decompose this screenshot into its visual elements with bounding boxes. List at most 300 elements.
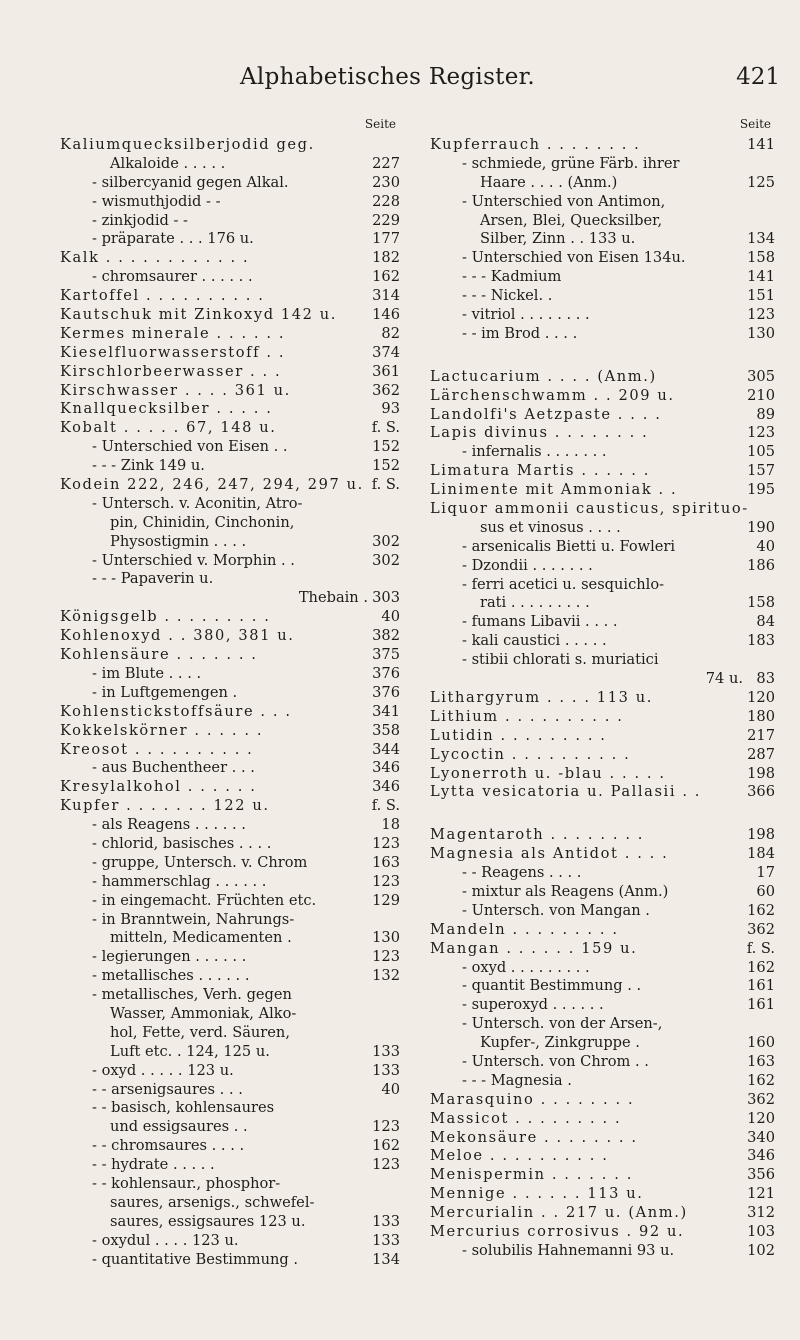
- entry-text: - kali caustici . . . . .: [462, 632, 607, 650]
- entry-text: Lutidin . . . . . . . . .: [430, 726, 607, 744]
- entry-page: 129: [372, 891, 400, 909]
- index-entry: [60, 722, 400, 741]
- entry-text: - Untersch. v. Aconitin, Atro-: [92, 494, 303, 512]
- entry-text: - infernalis . . . . . . .: [462, 443, 607, 461]
- entry-text: Kresylalkohol . . . . . .: [60, 778, 257, 796]
- entry-page: 163: [747, 1052, 775, 1070]
- entry-text: rati . . . . . . . . .: [480, 594, 590, 612]
- index-entry: [430, 1129, 775, 1148]
- index-entry: [430, 1053, 775, 1072]
- entry-page: 376: [372, 683, 400, 701]
- index-entry: [430, 783, 775, 802]
- index-entry: [430, 594, 775, 613]
- entry-page: 229: [372, 211, 400, 229]
- entry-text: Magnesia als Antidot . . . .: [430, 845, 669, 863]
- index-entry: [60, 646, 400, 665]
- index-entry: [60, 684, 400, 703]
- entry-page: 123: [747, 306, 775, 324]
- entry-page: 84: [756, 613, 775, 631]
- entry-text: Alkaloide . . . . .: [110, 154, 226, 172]
- index-entry: [60, 929, 400, 948]
- index-entry: [430, 1204, 775, 1223]
- entry-text: Linimente mit Ammoniak . .: [430, 481, 678, 499]
- entry-page: 105: [747, 443, 775, 461]
- entry-page: 161: [747, 977, 775, 995]
- index-entry: [430, 1185, 775, 1204]
- entry-text: Wasser, Ammoniak, Alko-: [110, 1004, 297, 1022]
- entry-page: 314: [372, 287, 400, 305]
- entry-page: f. S.: [371, 797, 400, 815]
- index-entry: [60, 1137, 400, 1156]
- entry-page: 358: [372, 721, 400, 739]
- index-entry: [60, 155, 400, 174]
- entry-text: - - kohlensaur., phosphor-: [92, 1174, 281, 1192]
- index-entry: [430, 765, 775, 784]
- entry-text: Lyonerroth u. -blau . . . . .: [430, 764, 666, 782]
- index-entry: [60, 1194, 400, 1213]
- index-entry: [430, 1072, 775, 1091]
- entry-text: Lactucarium . . . . (Anm.): [430, 367, 657, 385]
- index-entry: [430, 368, 775, 387]
- entry-text: - oxyd . . . . . . . . .: [462, 958, 590, 976]
- index-entry: [430, 1034, 775, 1053]
- index-entry: [430, 481, 775, 500]
- index-entry: [60, 570, 400, 589]
- index-entry: [60, 1175, 400, 1194]
- index-entry: [60, 325, 400, 344]
- entry-text: - Unterschied von Antimon,: [462, 192, 666, 210]
- index-entry: [60, 174, 400, 193]
- entry-page: 160: [747, 1034, 775, 1052]
- index-entry: [60, 193, 400, 212]
- index-entry: [430, 406, 775, 425]
- index-entry: [430, 387, 775, 406]
- entry-text: Königsgelb . . . . . . . . .: [60, 608, 271, 626]
- index-entry: [430, 845, 775, 864]
- entry-text: - - - Nickel. .: [462, 287, 553, 305]
- index-entry: [60, 986, 400, 1005]
- entry-page: 152: [372, 457, 400, 475]
- entry-text: - präparate . . . 176 u.: [92, 230, 254, 248]
- entry-text: - in Branntwein, Nahrungs-: [92, 910, 295, 928]
- entry-text: - wismuthjodid - -: [92, 192, 221, 210]
- entry-page: 123: [747, 424, 775, 442]
- index-entry: [430, 174, 775, 193]
- entry-text: Kobalt . . . . . 67, 148 u.: [60, 419, 277, 437]
- entry-text: Meloe . . . . . . . . . .: [430, 1147, 609, 1165]
- entry-page: 198: [747, 826, 775, 844]
- entry-page: 162: [372, 1137, 400, 1155]
- index-entry: [430, 500, 775, 519]
- entry-page: 134: [747, 230, 775, 248]
- index-entry: [430, 268, 775, 287]
- index-entry: [430, 959, 775, 978]
- index-entry: [60, 873, 400, 892]
- index-entry: [60, 816, 400, 835]
- index-entry: [60, 854, 400, 873]
- entry-text: - - basisch, kohlensaures: [92, 1099, 275, 1117]
- index-entry: [60, 476, 400, 495]
- index-entry: [60, 382, 400, 401]
- entry-text: sus et vinosus . . . .: [480, 518, 621, 536]
- index-entry: [60, 1005, 400, 1024]
- entry-page: 141: [747, 136, 775, 153]
- index-entry: [430, 424, 775, 443]
- entry-page: 123: [372, 872, 400, 890]
- entry-text: saures, essigsaures 123 u.: [110, 1212, 306, 1230]
- index-entry: [60, 230, 400, 249]
- entry-page: 210: [747, 386, 775, 404]
- entry-page: 346: [372, 778, 400, 796]
- page-number: 421: [736, 64, 780, 90]
- entry-text: Kalk . . . . . . . . . . . .: [60, 249, 250, 267]
- entry-text: - solubilis Hahnemanni 93 u.: [462, 1241, 675, 1259]
- entry-text: - oxydul . . . . 123 u.: [92, 1231, 239, 1249]
- index-entry: [430, 519, 775, 538]
- entry-text: - in Luftgemengen .: [92, 683, 238, 701]
- entry-text: - als Reagens . . . . . .: [92, 816, 246, 834]
- entry-text: - silbercyanid gegen Alkal.: [92, 173, 289, 191]
- entry-page: 141: [747, 268, 775, 286]
- entry-text: - metallisches, Verh. gegen: [92, 986, 292, 1004]
- index-entry: [430, 977, 775, 996]
- entry-page: 362: [747, 920, 775, 938]
- entry-page: f. S.: [371, 476, 400, 494]
- entry-page: 158: [747, 249, 775, 267]
- entry-page: 344: [372, 740, 400, 758]
- entry-page: 133: [372, 1231, 400, 1249]
- entry-page: 157: [747, 462, 775, 480]
- index-entry: [60, 1156, 400, 1175]
- entry-text: und essigsaures . .: [110, 1118, 248, 1136]
- entry-text: - im Blute . . . .: [92, 664, 202, 682]
- entry-page: 133: [372, 1061, 400, 1079]
- entry-page: 89: [756, 405, 775, 423]
- index-entry: [60, 627, 400, 646]
- entry-page: 356: [747, 1166, 775, 1184]
- entry-page: 180: [747, 707, 775, 725]
- entry-text: - - hydrate . . . . .: [92, 1156, 215, 1174]
- index-entry: [430, 613, 775, 632]
- index-entry: [60, 363, 400, 382]
- entry-page: 346: [747, 1147, 775, 1165]
- entry-text: - gruppe, Untersch. v. Chrom: [92, 853, 308, 871]
- entry-text: Luft etc. . 124, 125 u.: [110, 1042, 270, 1060]
- entry-text: Kaliumquecksilberjodid geg.: [60, 136, 315, 153]
- index-entry: [60, 967, 400, 986]
- entry-text: Lithium . . . . . . . . . .: [430, 707, 624, 725]
- entry-page: 184: [747, 845, 775, 863]
- index-entry: [60, 1118, 400, 1137]
- page-header: [90, 64, 780, 98]
- entry-text: - quantit Bestimmung . .: [462, 977, 642, 995]
- index-entry: [60, 892, 400, 911]
- entry-text: Mangan . . . . . . 159 u.: [430, 939, 638, 957]
- entry-page: 162: [747, 958, 775, 976]
- entry-text: - - - Kadmium: [462, 268, 562, 286]
- entry-page: 120: [747, 688, 775, 706]
- entry-text: Kupferrauch . . . . . . . .: [430, 136, 641, 153]
- entry-text: - quantitative Bestimmung .: [92, 1250, 299, 1268]
- entry-text: Menispermin . . . . . . .: [430, 1166, 633, 1184]
- entry-text: - - - Zink 149 u.: [92, 457, 205, 475]
- entry-text: Kupfer-, Zinkgruppe .: [480, 1034, 640, 1052]
- entry-page: 163: [372, 853, 400, 871]
- entry-page: 162: [747, 901, 775, 919]
- entry-page: 134: [372, 1250, 400, 1268]
- index-entry: [60, 759, 400, 778]
- entry-page: 103: [747, 1222, 775, 1240]
- entry-text: Arsen, Blei, Quecksilber,: [480, 211, 663, 229]
- entry-page: f. S.: [746, 939, 775, 957]
- entry-page: 375: [372, 646, 400, 664]
- entry-text: Lithargyrum . . . . 113 u.: [430, 688, 653, 706]
- seite-label: Seite: [364, 117, 396, 131]
- index-entry: [60, 419, 400, 438]
- entry-text: Mekonsäure . . . . . . . .: [430, 1128, 638, 1146]
- entry-page: 376: [372, 664, 400, 682]
- entry-page: 123: [372, 1156, 400, 1174]
- entry-page: f. S.: [371, 419, 400, 437]
- entry-text: pin, Chinidin, Cinchonin,: [110, 513, 295, 531]
- index-entry: [430, 632, 775, 651]
- entry-text: Mennige . . . . . . 113 u.: [430, 1185, 644, 1203]
- index-entry: [60, 457, 400, 476]
- index-column-left: [60, 118, 400, 1269]
- entry-text: - Untersch. von Chrom . .: [462, 1052, 649, 1070]
- entry-text: - ferri acetici u. sesquichlo-: [462, 575, 665, 593]
- entry-text: - hammerschlag . . . . . .: [92, 872, 267, 890]
- index-entry: [60, 136, 400, 155]
- running-title: Alphabetisches Register.: [240, 64, 536, 90]
- entry-page: 162: [372, 268, 400, 286]
- index-entry: [430, 996, 775, 1015]
- entry-page: 230: [372, 173, 400, 191]
- entry-text: Thebain .: [298, 589, 368, 607]
- index-entry: [60, 306, 400, 325]
- index-entry: [60, 249, 400, 268]
- index-entry: [60, 1232, 400, 1251]
- entry-page: 374: [372, 343, 400, 361]
- entry-text: - - - Magnesia .: [462, 1071, 572, 1089]
- index-entry: [430, 921, 775, 940]
- entry-page: 182: [372, 249, 400, 267]
- entry-page: 177: [372, 230, 400, 248]
- entry-text: Lapis divinus . . . . . . . .: [430, 424, 649, 442]
- entry-text: - Dzondii . . . . . . .: [462, 556, 593, 574]
- index-entry: [60, 608, 400, 627]
- index-entry: [60, 1062, 400, 1081]
- entry-page: 40: [381, 608, 400, 626]
- entry-text: Lycoctin . . . . . . . . . .: [430, 745, 631, 763]
- entry-page: 60: [756, 882, 775, 900]
- entry-text: Kartoffel . . . . . . . . . .: [60, 287, 265, 305]
- entry-text: Mercurius corrosivus . 92 u.: [430, 1222, 685, 1240]
- index-entry: [60, 665, 400, 684]
- entry-text: - - Reagens . . . .: [462, 864, 582, 882]
- index-entry: [430, 1015, 775, 1034]
- entry-page: 151: [747, 287, 775, 305]
- index-entry: [430, 462, 775, 481]
- index-entry: [430, 727, 775, 746]
- entry-page: 123: [372, 834, 400, 852]
- entry-text: Kodein 222, 246, 247, 294, 297 u.: [60, 476, 364, 494]
- entry-text: - Untersch. von Mangan .: [462, 901, 650, 919]
- index-entry: [60, 514, 400, 533]
- index-entry: [60, 797, 400, 816]
- entry-text: - - chromsaures . . . .: [92, 1137, 245, 1155]
- index-entry: [430, 443, 775, 462]
- entry-text: Kohlenstickstoffsäure . . .: [60, 702, 292, 720]
- index-entry: [430, 883, 775, 902]
- entry-text: Massicot . . . . . . . . .: [430, 1109, 622, 1127]
- entry-page: 121: [747, 1185, 775, 1203]
- index-entry: [60, 400, 400, 419]
- entry-text: - metallisches . . . . . .: [92, 967, 250, 985]
- entry-text: - - - Papaverin u.: [92, 570, 214, 588]
- entry-page: 186: [747, 556, 775, 574]
- index-entry: [430, 826, 775, 845]
- index-entry: [430, 136, 775, 155]
- index-entry: [60, 552, 400, 571]
- entry-page: 120: [747, 1109, 775, 1127]
- entry-page: 130: [747, 324, 775, 342]
- entry-text: Mercurialin . . 217 u. (Anm.): [430, 1204, 688, 1222]
- index-entry: [430, 708, 775, 727]
- index-entry: [430, 557, 775, 576]
- entry-page: 195: [747, 481, 775, 499]
- entry-text: Limatura Martis . . . . . .: [430, 462, 650, 480]
- entry-page: 146: [372, 306, 400, 324]
- entry-page: 40: [756, 537, 775, 555]
- index-entry: [430, 651, 775, 670]
- entry-text: Silber, Zinn . . 133 u.: [480, 230, 636, 248]
- entry-page: 132: [372, 967, 400, 985]
- index-entry: [60, 948, 400, 967]
- entry-text: Kohlensäure . . . . . . .: [60, 646, 258, 664]
- entry-text: - aus Buchentheer . . .: [92, 759, 255, 777]
- entry-text: Kautschuk mit Zinkoxyd 142 u.: [60, 306, 338, 324]
- index-entry: [60, 1213, 400, 1232]
- entry-text: Magentaroth . . . . . . . .: [430, 826, 645, 844]
- index-entry: [430, 902, 775, 921]
- index-entry: [430, 230, 775, 249]
- entry-text: Mandeln . . . . . . . . .: [430, 920, 619, 938]
- entry-text: mitteln, Medicamenten .: [110, 929, 292, 947]
- entry-text: Liquor ammonii causticus, spirituo-: [430, 500, 749, 518]
- entry-text: 74 u.: [705, 670, 743, 688]
- entry-page: 382: [372, 627, 400, 645]
- entry-text: - arsenicalis Bietti u. Fowleri: [462, 537, 676, 555]
- entry-text: hol, Fette, verd. Säuren,: [110, 1023, 290, 1041]
- entry-page: 133: [372, 1042, 400, 1060]
- entry-page: 123: [372, 1118, 400, 1136]
- index-entry: [60, 911, 400, 930]
- entry-text: Kirschwasser . . . . 361 u.: [60, 381, 291, 399]
- entry-page: 217: [747, 726, 775, 744]
- entry-text: Kreosot . . . . . . . . . .: [60, 740, 254, 758]
- entry-text: Lytta vesicatoria u. Pallasii . .: [430, 783, 702, 801]
- entry-text: - Unterschied von Eisen . .: [92, 438, 288, 456]
- index-entry: [430, 940, 775, 959]
- entry-text: Landolfi's Aetzpaste . . . .: [430, 405, 662, 423]
- entry-text: Knallquecksilber . . . . .: [60, 400, 273, 418]
- entry-text: Marasquino . . . . . . . .: [430, 1090, 635, 1108]
- index-entry: [60, 533, 400, 552]
- entry-text: - legierungen . . . . . .: [92, 948, 247, 966]
- index-entry: [60, 344, 400, 363]
- entry-text: - Unterschied v. Morphin . .: [92, 551, 295, 569]
- entry-page: 18: [381, 816, 400, 834]
- index-entry: [430, 1091, 775, 1110]
- index-entry: [430, 746, 775, 765]
- index-column-right: [430, 118, 775, 1261]
- entry-page: 125: [747, 173, 775, 191]
- entry-page: 198: [747, 764, 775, 782]
- entry-text: saures, arsenigs., schwefel-: [110, 1193, 315, 1211]
- entry-page: 152: [372, 438, 400, 456]
- index-entry: [430, 864, 775, 883]
- entry-text: Kohlenoxyd . . 380, 381 u.: [60, 627, 295, 645]
- index-entry: [60, 1043, 400, 1062]
- entry-text: - Untersch. von der Arsen-,: [462, 1015, 663, 1033]
- entry-page: 40: [381, 1080, 400, 1098]
- entry-text: Kermes minerale . . . . . .: [60, 324, 286, 342]
- entry-page: 312: [747, 1204, 775, 1222]
- entry-text: - mixtur als Reagens (Anm.): [462, 882, 669, 900]
- index-entry: [430, 287, 775, 306]
- entry-page: 302: [372, 551, 400, 569]
- entry-page: 93: [381, 400, 400, 418]
- index-entry: [60, 778, 400, 797]
- index-entry: [60, 495, 400, 514]
- index-entry: [60, 212, 400, 231]
- entry-text: Kirschlorbeerwasser . . .: [60, 362, 282, 380]
- entry-text: Kupfer . . . . . . . 122 u.: [60, 797, 270, 815]
- entry-text: - vitriol . . . . . . . .: [462, 306, 590, 324]
- entry-text: Physostigmin . . . .: [110, 532, 247, 550]
- entry-page: 82: [381, 324, 400, 342]
- entry-page: 341: [372, 702, 400, 720]
- index-entry: [60, 589, 400, 608]
- entry-text: - oxyd . . . . . 123 u.: [92, 1061, 234, 1079]
- index-entry: [430, 1223, 775, 1242]
- index-entry: [60, 287, 400, 306]
- index-entry: [430, 325, 775, 344]
- index-entry: [430, 670, 775, 689]
- index-entry: [430, 538, 775, 557]
- index-entry: [60, 835, 400, 854]
- index-entry: [430, 1147, 775, 1166]
- seite-label: Seite: [739, 117, 771, 131]
- index-entry: [430, 689, 775, 708]
- entry-text: - zinkjodid - -: [92, 211, 188, 229]
- entry-text: Lärchenschwamm . . 209 u.: [430, 386, 675, 404]
- index-entry: [60, 1024, 400, 1043]
- entry-text: - schmiede, grüne Färb. ihrer: [462, 154, 680, 172]
- entry-text: - chromsaurer . . . . . .: [92, 268, 253, 286]
- entry-page: 183: [747, 632, 775, 650]
- entry-page: 158: [747, 594, 775, 612]
- entry-text: Kieselfluorwasserstoff . .: [60, 343, 286, 361]
- entry-text: Haare . . . . (Anm.): [480, 173, 618, 191]
- entry-text: - stibii chlorati s. muriatici: [462, 651, 659, 669]
- index-entry: [60, 1251, 400, 1270]
- index-entry: [60, 741, 400, 760]
- entry-text: - fumans Libavii . . . .: [462, 613, 618, 631]
- entry-page: 346: [372, 759, 400, 777]
- entry-text: - chlorid, basisches . . . .: [92, 834, 272, 852]
